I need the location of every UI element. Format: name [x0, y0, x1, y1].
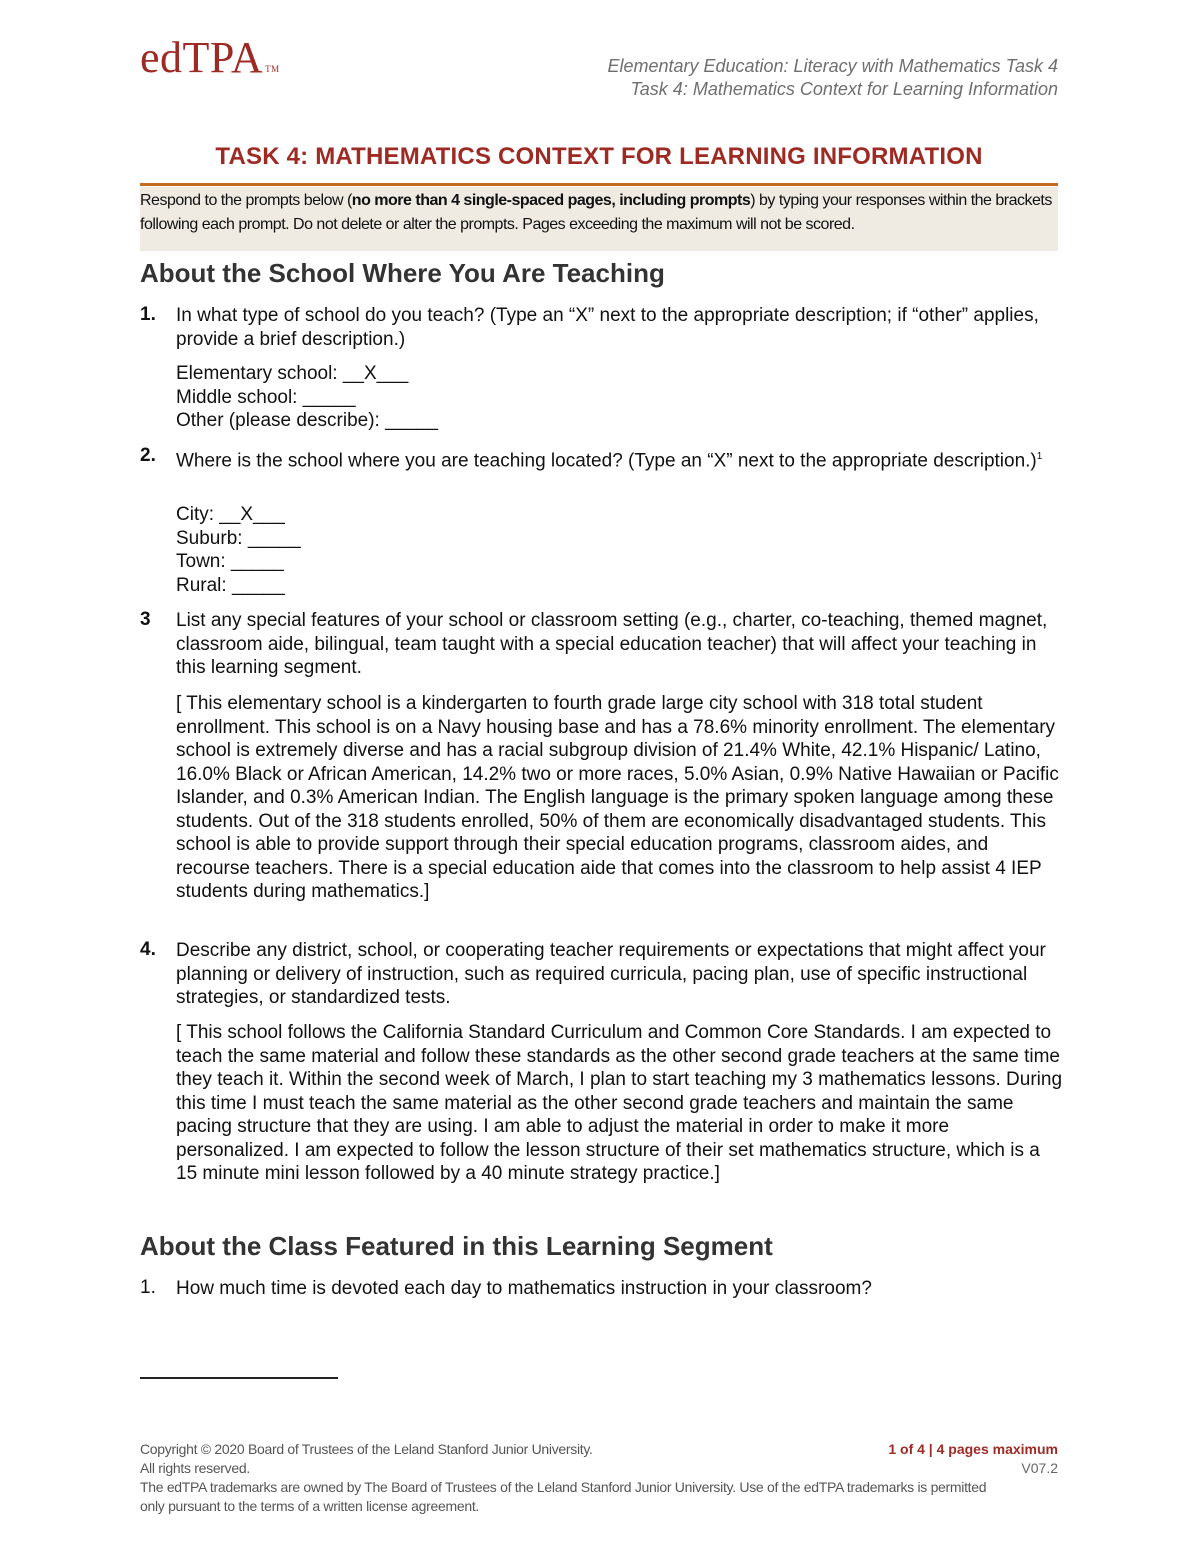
option-line[interactable]: Town: _____	[176, 551, 284, 572]
footer-trademark: The edTPA trademarks are owned by The Board of Trustees of the Leland Stanford Junior University. Use of the edTPA trademarks is permitted only pursuant to the terms of a written license agreement.	[140, 1479, 987, 1514]
question-number: 4.	[140, 939, 156, 960]
version-label: V07.2	[1021, 1460, 1058, 1476]
page-title: TASK 4: MATHEMATICS CONTEXT FOR LEARNING INFORMATION	[215, 143, 983, 170]
question-number: 2.	[140, 445, 156, 466]
option-line[interactable]: Elementary school: __X___	[176, 363, 409, 384]
page-indicator: 1 of 4 | 4 pages maximum	[888, 1441, 1058, 1457]
question-number: 1.	[140, 304, 156, 325]
section-heading-class: About the Class Featured in this Learning Segment	[140, 1231, 773, 1261]
instructions-box	[140, 187, 1058, 251]
response-text[interactable]: [ This elementary school is a kindergarten to fourth grade large city school with 318 total student enrollment. This school is on a Navy housing base and has a 78.6% minority enrollment. The elementary school is extremely diverse and has a racial subgroup division of 21.4% White, 42.1% Hispanic/ Latino, 16.0% Black or African American, 14.2% two or more races, 5.0% Asian, 0.9% Native Hawaiian or Pacific Islander, and 0.3% American Indian. The English language is the primary spoken language among these students. Out of the 318 students enrolled, 50% of them are economically disadvantaged students. This school is able to provide support through their special education programs, classroom aides, and recourse teachers. There is a special education aide that comes into the classroom to help assist 4 IEP students during mathematics.]	[176, 693, 1059, 902]
header-course-title: Elementary Education: Literacy with Mathematics Task 4	[607, 56, 1058, 76]
instructions-bold: no more than 4 single-spaced pages, including prompts	[351, 192, 751, 209]
question-prompt: Where is the school where you are teaching located? (Type an “X” next to the appropriate description.)$^1$	[176, 450, 1043, 472]
question-prompt: Describe any district, school, or cooperating teacher requirements or expectations that might affect your planning or delivery of instruction, such as required curricula, pacing plan, use of specific instructional strategies, or standardized tests.	[176, 940, 1046, 1008]
section-heading-school: About the School Where You Are Teaching	[140, 258, 665, 288]
edtpa-logo: edTPA TM	[140, 33, 280, 82]
footnote-marker: 1	[1036, 451, 1043, 462]
header-task-title: Task 4: Mathematics Context for Learning Information	[630, 79, 1058, 99]
question-number: 1.	[140, 1277, 156, 1298]
question-number: 3	[140, 609, 151, 630]
option-line[interactable]: Middle school: _____	[176, 386, 356, 408]
question-prompt: List any special features of your school or classroom setting (e.g., charter, co-teaching, themed magnet, classroom aide, bilingual, team taught with a special education teacher) that will affect your teaching in this learning segment.	[176, 610, 1048, 678]
question-prompt: In what type of school do you teach? (Type an “X” next to the appropriate description; if “other” applies, provide a brief description.)	[176, 305, 1039, 350]
trademark-mark: TM	[265, 64, 280, 74]
instructions-part2: ) by typing your responses within the brackets following each prompt. Do not delete or alter the prompts. Pages exceeding the maximum will not be scored.	[140, 192, 1052, 233]
footnote-divider	[140, 1377, 338, 1379]
option-line[interactable]: Other (please describe): _____	[176, 410, 438, 431]
footer-rights: All rights reserved.	[140, 1460, 250, 1476]
question-prompt: How much time is devoted each day to mathematics instruction in your classroom?	[176, 1278, 872, 1299]
option-line[interactable]: City: __X___	[176, 504, 285, 525]
title-divider	[140, 183, 1058, 186]
response-text[interactable]: [ This school follows the California Standard Curriculum and Common Core Standards. I am expected to teach the same material and follow these standards as the other second grade teachers at the same time they teach it. Within the second week of March, I plan to start teaching my 3 mathematics lessons. During this time I must teach the same material as the other second grade teachers and maintain the same pacing structure that they are using. I am able to adjust the material in order to make it more personalized. I am expected to follow the lesson structure of their set mathematics structure, which is a 15 minute mini lesson followed by a 40 minute strategy practice.]	[176, 1022, 1063, 1184]
option-line[interactable]: Suburb: _____	[176, 527, 301, 549]
option-line[interactable]: Rural: _____	[176, 574, 285, 596]
instructions-part1: Respond to the prompts below (	[140, 192, 352, 209]
footer-copyright: Copyright © 2020 Board of Trustees of the Leland Stanford Junior University.	[140, 1441, 593, 1457]
